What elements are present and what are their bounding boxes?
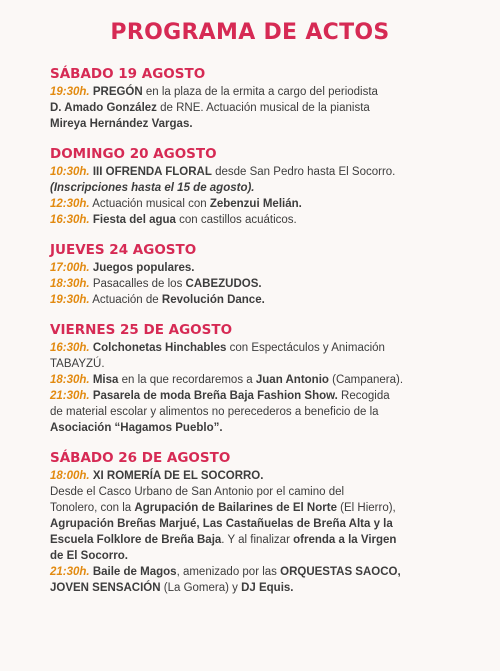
event-line: 18:30h. Misa en la que recordaremos a Juan Antonio (Campanera). — [50, 374, 404, 386]
event-time: 18:00h. — [50, 470, 90, 482]
event-line: Tonolero, con la Agrupación de Bailarines de El Norte (El Hierro), — [50, 502, 396, 514]
event-line: (Inscripciones hasta el 15 de agosto). — [50, 182, 255, 194]
event-time: 18:30h. — [50, 278, 90, 290]
event-line: Desde el Casco Urbano de San Antonio por el camino del — [50, 486, 345, 498]
event-line: 19:30h. PREGÓN en la plaza de la ermita a cargo del periodista — [50, 86, 378, 98]
event-title: Revolución Dance. — [161, 294, 265, 306]
event-line: 10:30h. III OFRENDA FLORAL desde San Pedro hasta El Socorro. — [50, 166, 396, 178]
day-heading: DOMINGO 20 AGOSTO — [50, 146, 217, 162]
event-line: Mireya Hernández Vargas. — [50, 118, 193, 130]
page-title: PROGRAMA DE ACTOS — [110, 20, 390, 45]
event-time: 19:30h. — [50, 294, 90, 306]
event-title: Juegos populares. — [92, 262, 195, 274]
event-line: Agrupación Breñas Marjué, Las Castañuelas de Breña Alta y la — [50, 518, 393, 530]
event-time: 18:30h. — [50, 374, 90, 386]
event-time: 17:00h. — [50, 262, 90, 274]
event-title: Baile de Magos — [92, 566, 177, 578]
event-title: XI ROMERÍA DE EL SOCORRO. — [92, 470, 264, 482]
event-line: JOVEN SENSACIÓN (La Gomera) y DJ Equis. — [50, 582, 294, 594]
event-time: 19:30h. — [50, 86, 90, 98]
day-heading: SÁBADO 19 AGOSTO — [50, 66, 206, 82]
event-line: D. Amado González de RNE. Actuación musical de la pianista — [50, 102, 370, 114]
day-domingo-20 — [50, 146, 460, 228]
day-heading: VIERNES 25 DE AGOSTO — [50, 322, 233, 338]
program-list — [50, 66, 460, 610]
event-time: 16:30h. — [50, 342, 90, 354]
event-line: 18:30h. Pasacalles de los CABEZUDOS. — [50, 278, 262, 290]
event-title: CABEZUDOS. — [185, 278, 262, 290]
event-line: de material escolar y alimentos no perecederos a beneficio de la — [50, 406, 379, 418]
event-line — [50, 468, 460, 484]
event-title: Pasarela de moda Breña Baja Fashion Show. — [92, 390, 338, 402]
event-title: PREGÓN — [92, 86, 143, 98]
event-line: Asociación “Hagamos Pueblo”. — [50, 422, 223, 434]
event-title: Zebenzui Melián. — [209, 198, 302, 210]
day-heading: SÁBADO 26 DE AGOSTO — [50, 450, 231, 466]
day-jueves-24 — [50, 242, 460, 308]
event-time: 12:30h. — [50, 198, 90, 210]
event-line: TABAYZÚ. — [50, 358, 105, 370]
event-line: 16:30h. Fiesta del agua con castillos acuáticos. — [50, 214, 297, 226]
event-line: Escuela Folklore de Breña Baja. Y al finalizar ofrenda a la Virgen — [50, 534, 397, 546]
event-line: 21:30h. Baile de Magos, amenizado por las ORQUESTAS SAOCO, — [50, 566, 401, 578]
day-sabado-26 — [50, 450, 460, 596]
event-title: III OFRENDA FLORAL — [92, 166, 212, 178]
event-line: 12:30h. Actuación musical con Zebenzui Melián. — [50, 198, 302, 210]
event-line: 19:30h. Actuación de Revolución Dance. — [50, 294, 265, 306]
event-title: Colchonetas Hinchables — [92, 342, 227, 354]
day-sabado-19 — [50, 66, 460, 132]
event-time: 21:30h. — [50, 390, 90, 402]
event-line: de El Socorro. — [50, 550, 128, 562]
event-time: 21:30h. — [50, 566, 90, 578]
event-line: 16:30h. Colchonetas Hinchables con Espectáculos y Animación — [50, 342, 385, 354]
day-viernes-25 — [50, 322, 460, 436]
event-time: 16:30h. — [50, 214, 90, 226]
event-line — [50, 260, 460, 276]
event-title: Misa — [92, 374, 119, 386]
event-line: 21:30h. Pasarela de moda Breña Baja Fashion Show. Recogida — [50, 390, 390, 402]
event-time: 10:30h. — [50, 166, 90, 178]
event-title: Fiesta del agua — [92, 214, 176, 226]
day-heading: JUEVES 24 AGOSTO — [50, 242, 197, 258]
